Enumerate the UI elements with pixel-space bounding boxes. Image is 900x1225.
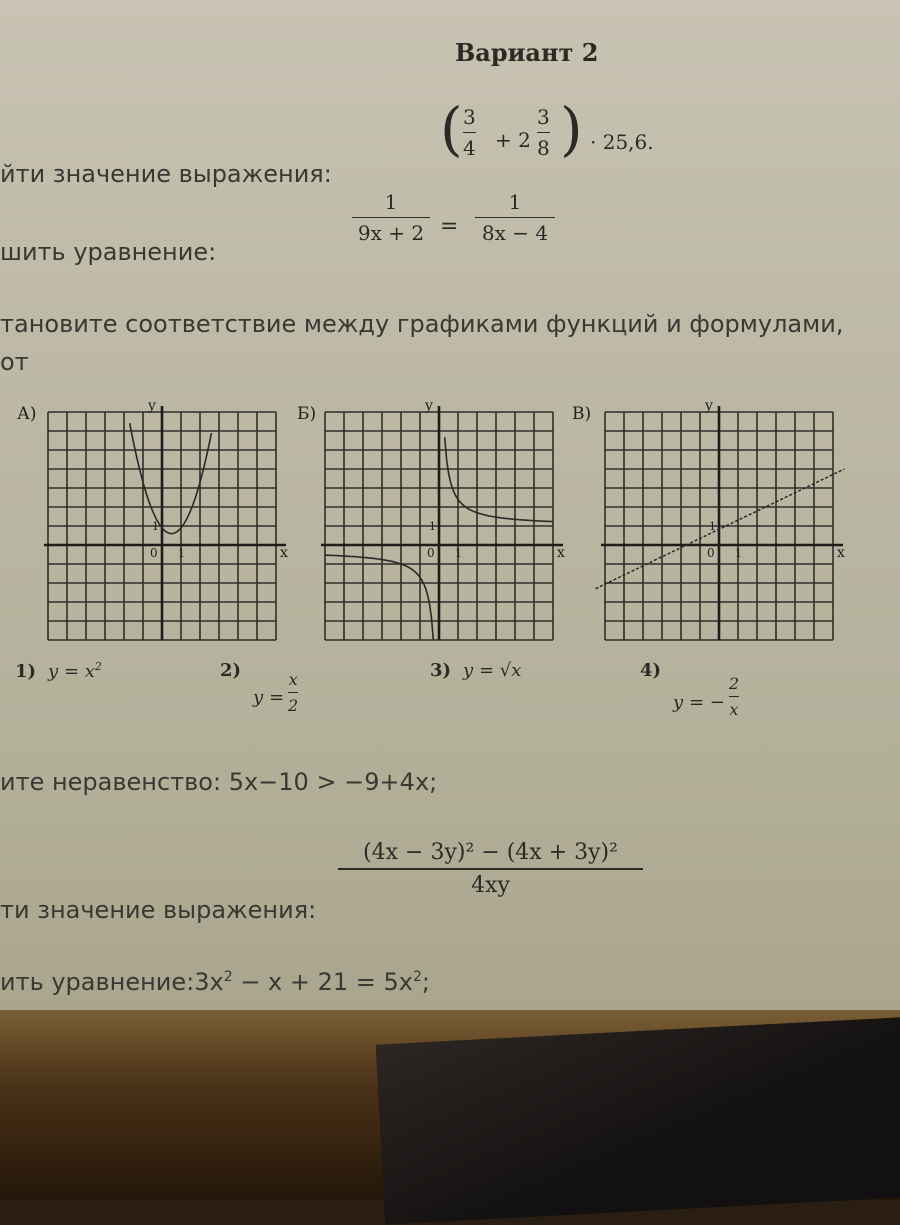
task5-text: ти значение выражения:	[0, 896, 317, 924]
option-3	[430, 660, 521, 681]
option-1-num: 1)	[15, 661, 37, 682]
task1-paren-open: (	[440, 95, 463, 163]
option-4-frac-den: x	[729, 700, 739, 719]
fraction-bar	[288, 692, 298, 693]
task1-frac-a	[463, 105, 476, 160]
origin-label: 0	[427, 546, 435, 560]
unit-y-label: 1	[429, 520, 436, 533]
x-axis-label: x	[837, 545, 845, 561]
fraction-bar	[729, 696, 739, 697]
task1-a-den: 4	[463, 136, 476, 160]
fraction-bar	[352, 217, 430, 218]
task4-text: ите неравенство: 5x−10 > −9+4x;	[0, 768, 438, 796]
task2-right-frac	[475, 190, 555, 245]
option-1-sup: 2	[94, 660, 102, 673]
fraction-bar	[537, 132, 550, 133]
task2-text: шить уравнение:	[0, 238, 217, 266]
task1-frac-b	[537, 105, 550, 160]
task6-sup2: 2	[412, 969, 422, 985]
task2-left-num: 1	[384, 190, 398, 214]
task2-right-den: 8x − 4	[481, 221, 549, 245]
task5-den: 4xy	[471, 873, 510, 898]
option-2-frac	[288, 670, 298, 715]
task1-plus: + 2	[495, 128, 531, 152]
option-4-frac	[729, 674, 739, 719]
origin-label: 0	[150, 546, 158, 560]
unit-y-label: 1	[152, 520, 159, 533]
task3-text-line2: от	[0, 348, 29, 376]
task5-num: (4x − 3y)² − (4x + 3y)²	[363, 840, 618, 865]
option-2-frac-num: x	[288, 670, 298, 689]
option-2	[220, 660, 298, 715]
task1-b-num: 3	[537, 105, 550, 129]
task6-text	[0, 968, 430, 996]
task1-a-num: 3	[463, 105, 476, 129]
task2-left-frac	[352, 190, 430, 245]
unit-x-label: 1	[178, 547, 185, 560]
task6-post: ;	[421, 968, 430, 996]
task1-text: йти значение выражения:	[0, 160, 332, 188]
origin-label: 0	[707, 546, 715, 560]
graph-2	[295, 395, 585, 650]
task6-pre: ить уравнение:3x	[0, 968, 224, 996]
task5-frac	[338, 840, 643, 898]
fraction-bar	[463, 132, 476, 133]
graph-label: Б)	[297, 404, 317, 424]
fraction-bar	[475, 217, 555, 218]
variant-title: Вариант 2	[455, 38, 599, 67]
task1-paren-close: )	[560, 95, 583, 163]
unit-x-label: 1	[455, 547, 462, 560]
y-axis-label: y	[425, 398, 433, 414]
option-1-formula: y = x	[48, 661, 95, 682]
option-2-pre: y =	[253, 687, 285, 708]
option-4-pre: y = −	[673, 692, 725, 713]
y-axis-label: y	[705, 398, 713, 414]
hyperbola-branch-left	[325, 555, 433, 639]
task1-b-den: 8	[537, 136, 550, 160]
dark-cushion	[376, 1015, 900, 1224]
option-4-frac-num: 2	[728, 674, 740, 693]
graph-1	[15, 395, 305, 650]
x-axis-label: x	[280, 545, 288, 561]
option-2-frac-den: 2	[288, 696, 299, 715]
graph-3	[570, 395, 860, 650]
x-axis-label: x	[557, 545, 565, 561]
option-3-formula: y = √x	[463, 660, 522, 681]
task6-mid: − x + 21 = 5x	[232, 968, 413, 996]
task2-equals: =	[440, 214, 459, 239]
option-1	[15, 660, 102, 682]
option-3-num: 3)	[430, 660, 452, 681]
unit-x-label: 1	[735, 547, 742, 560]
graph-label: А)	[17, 404, 37, 424]
option-2-num: 2)	[220, 660, 242, 681]
y-axis-label: y	[148, 398, 156, 414]
task1-tail: · 25,6.	[590, 130, 654, 154]
option-4-num: 4)	[640, 660, 662, 681]
task2-right-num: 1	[508, 190, 522, 214]
unit-y-label: 1	[709, 520, 716, 533]
parabola-curve	[130, 423, 212, 533]
task3-text-line1: тановите соответствие между графиками функций и формулами,	[0, 310, 844, 338]
graph-label: В)	[572, 404, 592, 424]
task6-sup1: 2	[223, 969, 233, 985]
option-4	[640, 660, 739, 719]
task2-left-den: 9x + 2	[357, 221, 425, 245]
fraction-bar	[338, 868, 643, 870]
